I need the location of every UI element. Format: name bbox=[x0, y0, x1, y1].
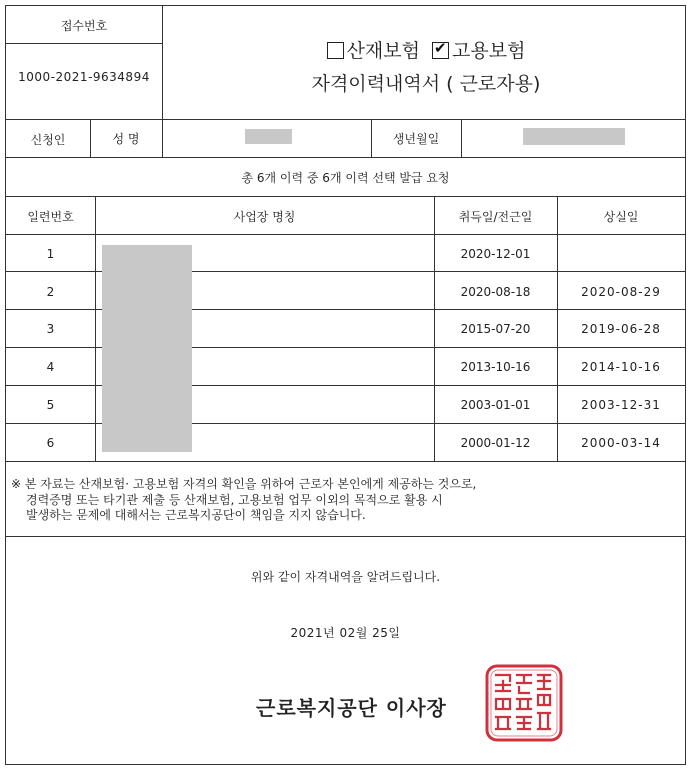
divider bbox=[461, 119, 462, 157]
receipt-label: 접수번호 bbox=[60, 19, 108, 33]
notice-line-2: 경력증명 또는 타기관 제출 등 산재보험, 고용보험 업무 이외의 목적으로 활용 시 bbox=[26, 493, 443, 507]
divider bbox=[6, 43, 162, 44]
employment-insurance-label: 고용보험 bbox=[452, 40, 526, 62]
redacted-name bbox=[245, 129, 292, 144]
row-acquired-date: 2003-01-01 bbox=[460, 398, 531, 412]
document-title: 자격이력내역서 ( 근로자용) bbox=[311, 73, 541, 95]
row-lost-date: 2020-08-29 bbox=[581, 285, 661, 299]
row-acquired-date: 2020-12-01 bbox=[460, 247, 531, 261]
row-acquired-date: 2015-07-20 bbox=[460, 322, 531, 336]
notice-line-1: ※ 본 자료는 산재보험· 고용보험 자격의 확인을 위하여 근로자 본인에게 제공하는 것으로, bbox=[11, 477, 477, 491]
row-serial: 1 bbox=[46, 247, 55, 261]
row-serial: 2 bbox=[46, 285, 55, 299]
col-header-serial: 일련번호 bbox=[27, 210, 74, 224]
row-serial: 6 bbox=[46, 436, 55, 450]
divider bbox=[6, 234, 685, 235]
row-serial: 3 bbox=[46, 322, 55, 336]
notice-line-3: 발생하는 문제에 대해서는 근로복지공단이 책임을 지지 않습니다. bbox=[26, 508, 366, 522]
row-acquired-date: 2013-10-16 bbox=[460, 360, 531, 374]
row-lost-date: 2014-10-16 bbox=[581, 360, 661, 374]
applicant-label: 신청인 bbox=[30, 133, 66, 147]
divider bbox=[6, 157, 685, 158]
receipt-number: 1000-2021-9634894 bbox=[18, 70, 150, 84]
official-seal bbox=[484, 663, 564, 743]
industrial-accident-checkbox bbox=[327, 42, 344, 59]
qualification-history-document bbox=[5, 5, 686, 765]
row-lost-date: 2003-12-31 bbox=[581, 398, 661, 412]
summary-text: 총 6개 이력 중 6개 이력 선택 발급 요청 bbox=[241, 171, 450, 185]
col-header-workplace: 사업장 명칭 bbox=[233, 210, 296, 224]
col-header-lost: 상실일 bbox=[603, 210, 639, 224]
redacted-workplace-names bbox=[102, 245, 192, 452]
row-serial: 4 bbox=[46, 360, 55, 374]
row-lost-date: 2019-06-28 bbox=[581, 322, 661, 336]
insurance-type-options bbox=[166, 36, 686, 63]
divider bbox=[6, 536, 685, 537]
row-serial: 5 bbox=[46, 398, 55, 412]
divider bbox=[95, 196, 96, 461]
issuer-name: 근로복지공단 이사장 bbox=[256, 696, 447, 720]
row-lost-date: 2000-03-14 bbox=[581, 436, 661, 450]
divider bbox=[6, 196, 685, 197]
divider bbox=[6, 461, 685, 462]
row-acquired-date: 2020-08-18 bbox=[460, 285, 531, 299]
industrial-accident-label: 산재보험 bbox=[346, 40, 420, 62]
divider bbox=[6, 119, 685, 120]
col-header-acquired: 취득일/전근일 bbox=[458, 210, 533, 224]
confirm-text: 위와 같이 자격내역을 알려드립니다. bbox=[250, 570, 441, 584]
row-acquired-date: 2000-01-12 bbox=[460, 436, 531, 450]
birth-date-label: 생년월일 bbox=[392, 132, 440, 146]
redacted-birth-date bbox=[523, 128, 625, 145]
divider bbox=[162, 6, 163, 157]
issue-date: 2021년 02월 25일 bbox=[290, 626, 401, 640]
employment-insurance-checkbox bbox=[432, 42, 449, 59]
name-label: 성 명 bbox=[112, 132, 140, 146]
